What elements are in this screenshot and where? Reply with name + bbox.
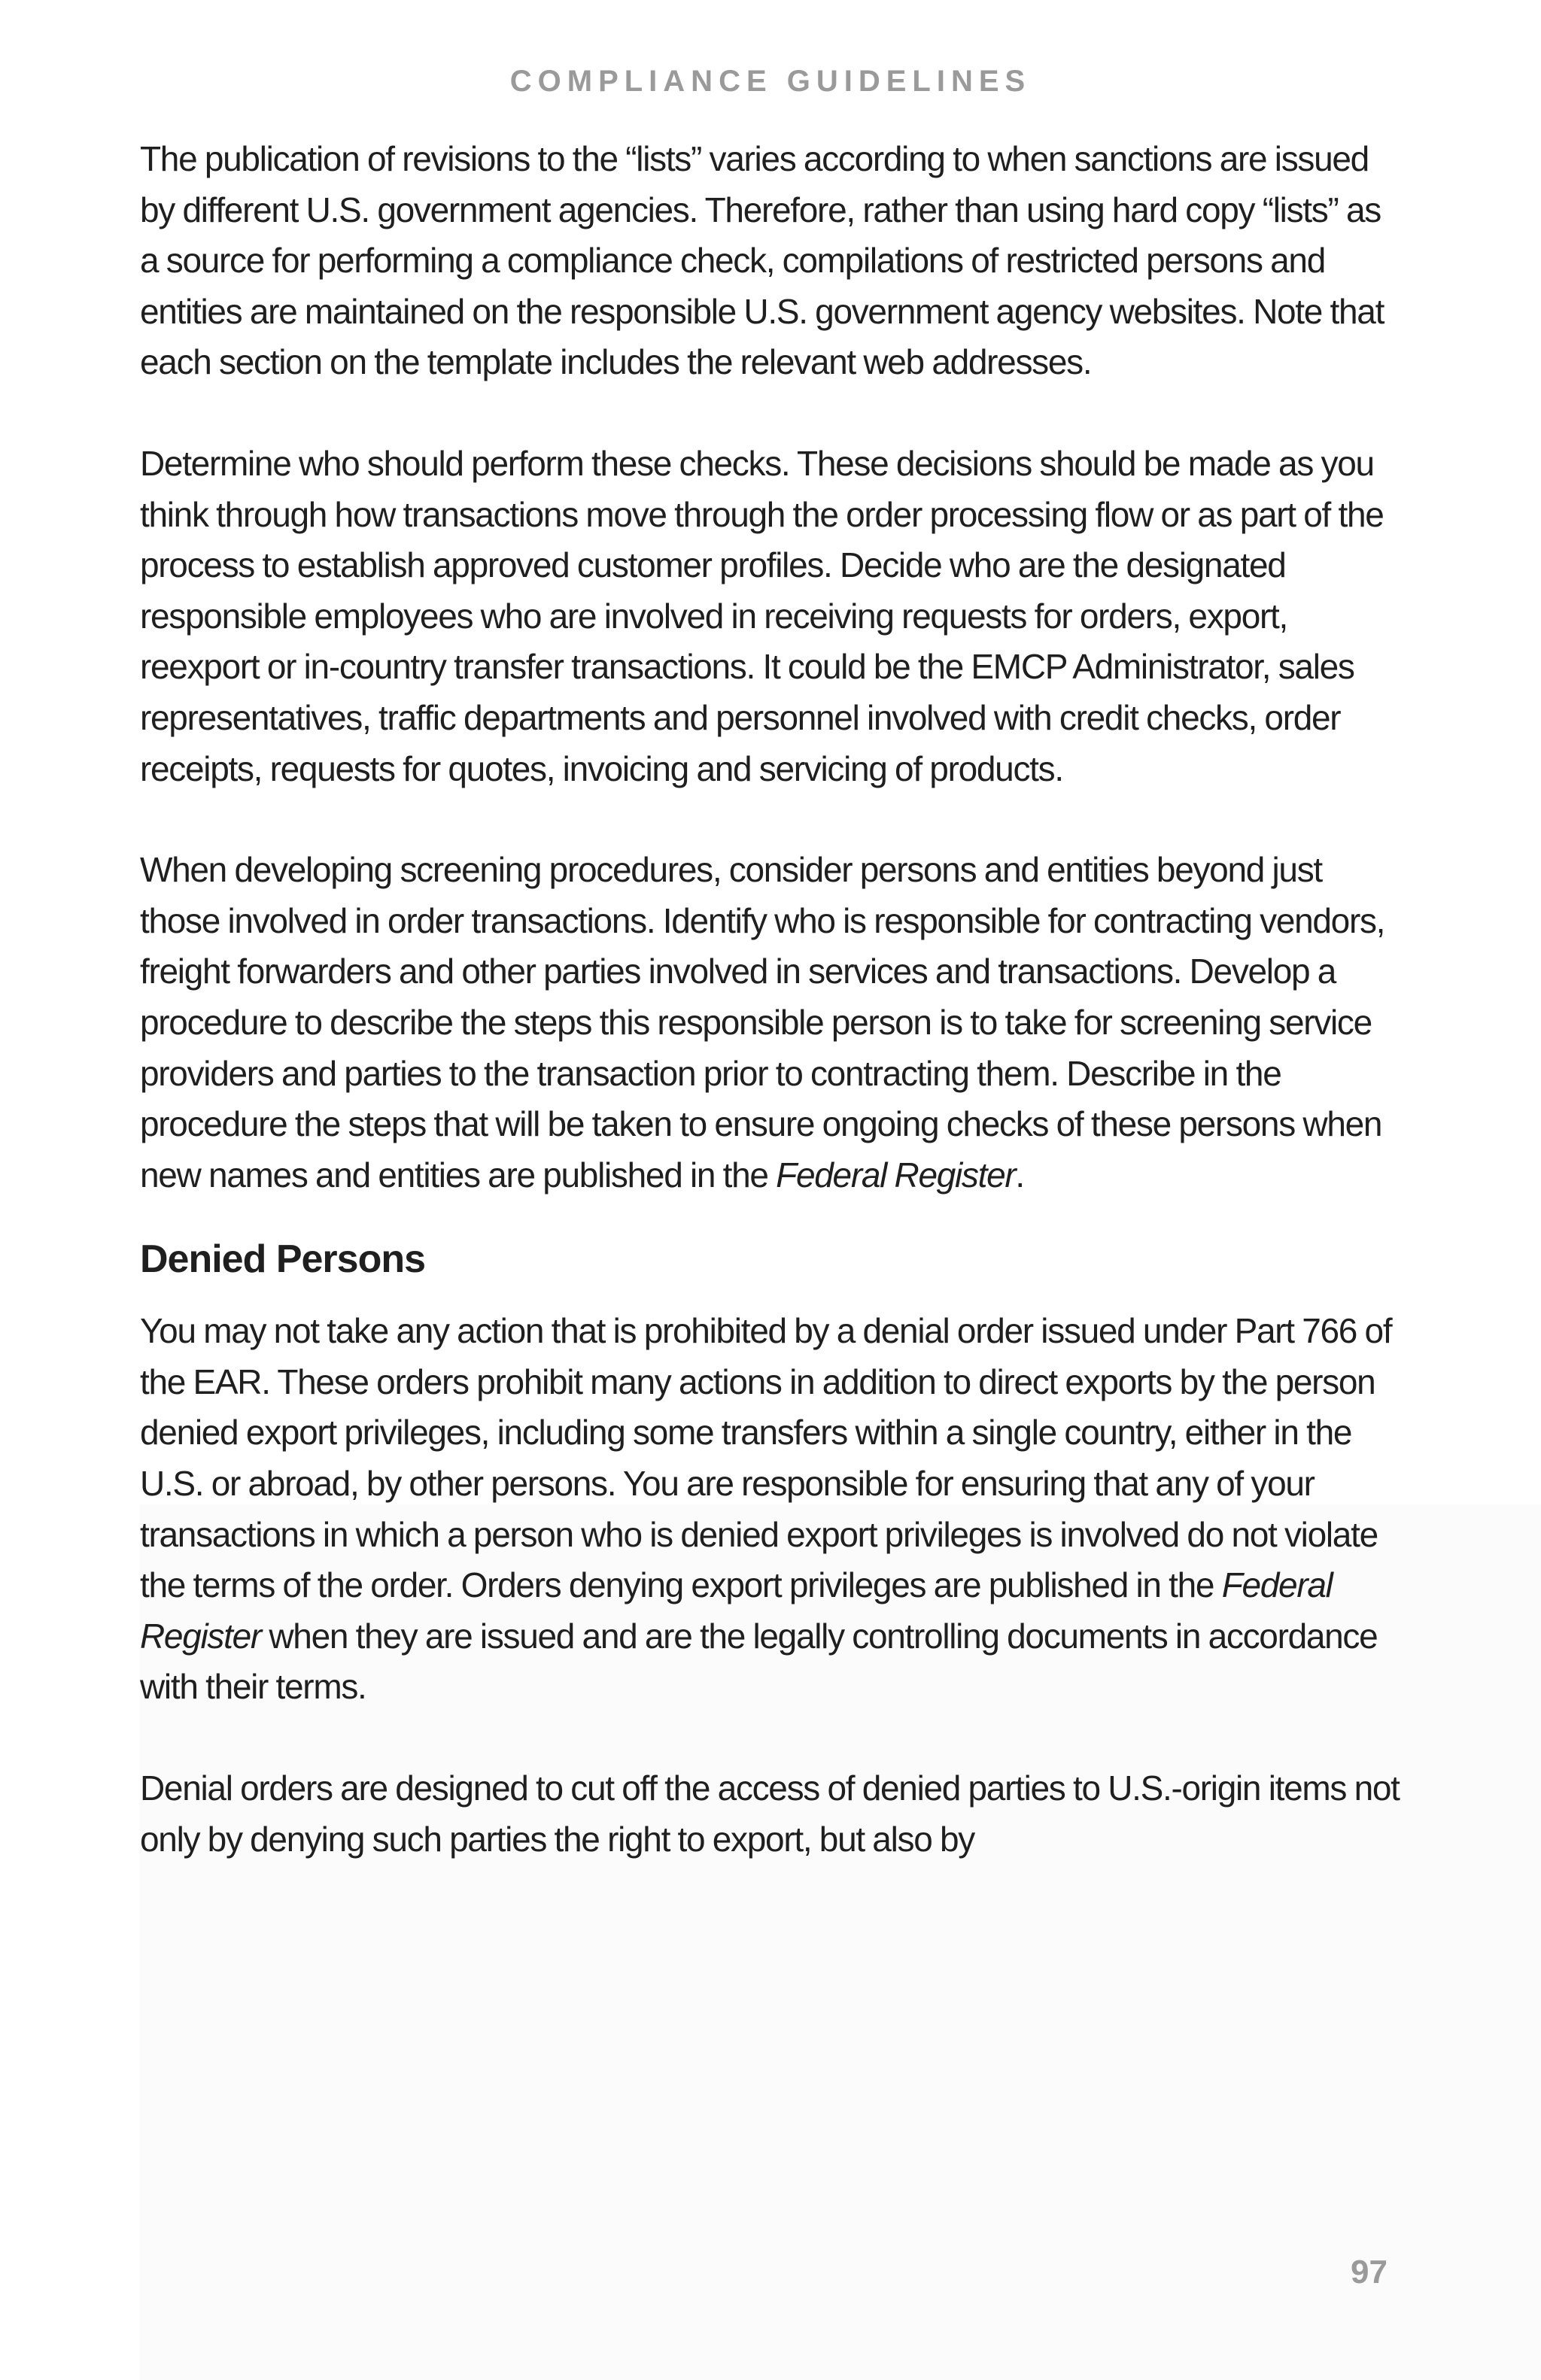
running-head: COMPLIANCE GUIDELINES xyxy=(509,65,1032,98)
paragraph-denial-orders-designed: Denial orders are designed to cut off the access of denied parties to U.S.-origin items not only by denying such parties the right to export, but also by xyxy=(140,1768,1400,1859)
section-heading-denied-persons: Denied Persons xyxy=(140,1237,426,1282)
paragraph-text: You may not take any action that is prohibited by a denial order issued under Part 766 of the EAR. These orders prohibit many actions in addition to direct exports by the person denied export privileges, including some transfers within a single country, either in the U.S. or abroad, by other persons. You are responsible for ensuring that any of your transactions in which a person who is denied export privileges is involved do not violate the terms of the order. Orders denying export privileges are published in the xyxy=(140,1311,1392,1605)
italic-federal-register: Federal Register xyxy=(776,1155,1016,1195)
body-text xyxy=(140,134,1404,1865)
page-number: 97 xyxy=(1351,2254,1388,2290)
paragraph-who-performs-checks: Determine who should perform these checks. These decisions should be made as you think through how transactions move through the order processing flow or as part of the process to establish approved customer profiles. Decide who are the designated responsible employees who are involved in receiving requests for orders, export, reexport or in-country transfer transactions. It could be the EMCP Administrator, sales representatives, traffic departments and personnel involved with credit checks, order receipts, requests for quotes, invoicing and servicing of products. xyxy=(140,443,1384,788)
italic-federal-register: Federal Register xyxy=(140,1565,1333,1656)
paragraph-lists-revisions: The publication of revisions to the “lists” varies according to when sanctions are issued by different U.S. government agencies. Therefore, rather than using hard copy “lists” as a source for performing a compliance check, compilations of restricted persons and entities are maintained on the responsible U.S. government agency websites. Note that each section on the template includes the relevant web addresses. xyxy=(140,139,1384,382)
paragraph-screening-procedures xyxy=(140,845,1404,1201)
paragraph-text: When developing screening procedures, consider persons and entities beyond just those involved in order transactions. Identify who is responsible for contracting vendors, freight forwarders and other parties involved in services and transactions. Develop a procedure to describe the steps this responsible person is to take for screening service providers and parties to the transaction prior to contracting them. Describe in the procedure the steps that will be taken to ensure ongoing checks of these persons when new names and entities are published in the xyxy=(140,850,1385,1195)
paragraph-text: . xyxy=(1015,1155,1024,1195)
paragraph-text: when they are issued and are the legally controlling documents in accordance with their terms. xyxy=(140,1616,1378,1707)
paragraph-denial-order-actions xyxy=(140,1306,1404,1713)
